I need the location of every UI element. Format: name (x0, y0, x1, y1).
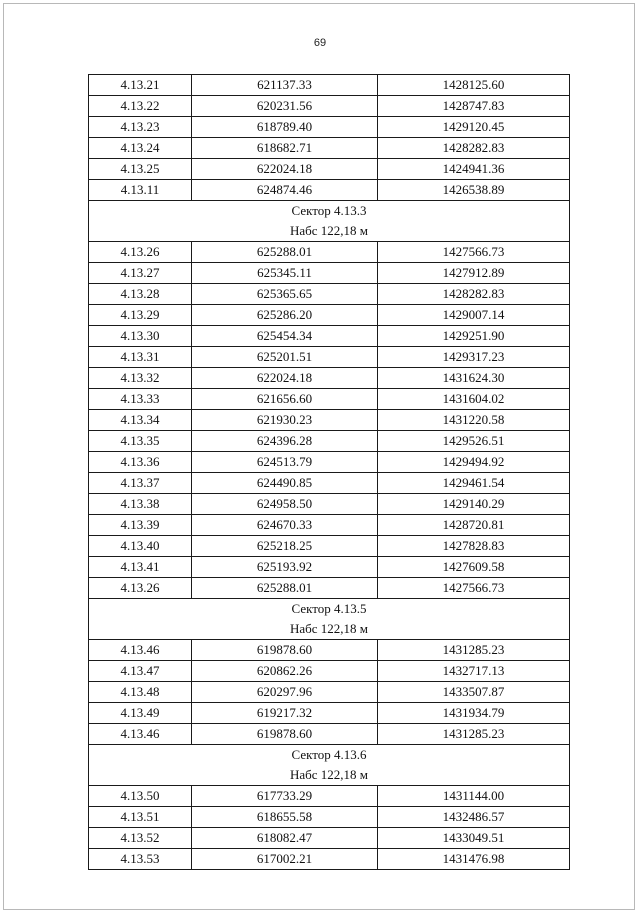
y-coordinate-cell: 1426538.89 (378, 180, 570, 201)
table-row (89, 557, 570, 578)
x-coordinate-cell: 624874.46 (192, 180, 378, 201)
x-coordinate-cell: 624396.28 (192, 431, 378, 452)
table-row (89, 326, 570, 347)
table-row (89, 849, 570, 870)
table-row (89, 786, 570, 807)
sector-height: Набс 122,18 м (289, 223, 369, 238)
y-coordinate-cell: 1432486.57 (378, 807, 570, 828)
x-coordinate-cell: 625201.51 (192, 347, 378, 368)
table-row (89, 494, 570, 515)
table-row (89, 138, 570, 159)
table-row (89, 180, 570, 201)
point-number-cell: 4.13.40 (89, 536, 192, 557)
x-coordinate-cell: 618082.47 (192, 828, 378, 849)
y-coordinate-cell: 1429317.23 (378, 347, 570, 368)
x-coordinate-cell: 625345.11 (192, 263, 378, 284)
table-row (89, 117, 570, 138)
y-coordinate-cell: 1427912.89 (378, 263, 570, 284)
y-coordinate-cell: 1427566.73 (378, 578, 570, 599)
table-row (89, 305, 570, 326)
table-row (89, 578, 570, 599)
x-coordinate-cell: 617733.29 (192, 786, 378, 807)
sector-height: Набс 122,18 м (289, 621, 369, 636)
y-coordinate-cell: 1427828.83 (378, 536, 570, 557)
y-coordinate-cell: 1431144.00 (378, 786, 570, 807)
point-number-cell: 4.13.48 (89, 682, 192, 703)
y-coordinate-cell: 1431220.58 (378, 410, 570, 431)
x-coordinate-cell: 621930.23 (192, 410, 378, 431)
table-row (89, 536, 570, 557)
x-coordinate-cell: 618682.71 (192, 138, 378, 159)
point-number-cell: 4.13.47 (89, 661, 192, 682)
y-coordinate-cell: 1429140.29 (378, 494, 570, 515)
point-number-cell: 4.13.30 (89, 326, 192, 347)
table-row (89, 159, 570, 180)
table-row (89, 431, 570, 452)
point-number-cell: 4.13.29 (89, 305, 192, 326)
y-coordinate-cell: 1428747.83 (378, 96, 570, 117)
point-number-cell: 4.13.23 (89, 117, 192, 138)
y-coordinate-cell: 1433049.51 (378, 828, 570, 849)
point-number-cell: 4.13.51 (89, 807, 192, 828)
x-coordinate-cell: 617002.21 (192, 849, 378, 870)
point-number-cell: 4.13.31 (89, 347, 192, 368)
x-coordinate-cell: 619878.60 (192, 640, 378, 661)
y-coordinate-cell: 1431604.02 (378, 389, 570, 410)
x-coordinate-cell: 624958.50 (192, 494, 378, 515)
point-number-cell: 4.13.38 (89, 494, 192, 515)
point-number-cell: 4.13.41 (89, 557, 192, 578)
point-number-cell: 4.13.28 (89, 284, 192, 305)
table-row (89, 347, 570, 368)
y-coordinate-cell: 1429120.45 (378, 117, 570, 138)
point-number-cell: 4.13.46 (89, 724, 192, 745)
point-number-cell: 4.13.39 (89, 515, 192, 536)
table-row (89, 807, 570, 828)
table-row (89, 640, 570, 661)
y-coordinate-cell: 1432717.13 (378, 661, 570, 682)
sector-title: Сектор 4.13.5 (291, 601, 367, 616)
x-coordinate-cell: 620862.26 (192, 661, 378, 682)
coordinates-table-body (89, 75, 570, 870)
table-row (89, 263, 570, 284)
y-coordinate-cell: 1428720.81 (378, 515, 570, 536)
point-number-cell: 4.13.21 (89, 75, 192, 96)
sector-header (89, 201, 570, 242)
x-coordinate-cell: 624670.33 (192, 515, 378, 536)
point-number-cell: 4.13.27 (89, 263, 192, 284)
point-number-cell: 4.13.11 (89, 180, 192, 201)
table-row (89, 96, 570, 117)
x-coordinate-cell: 624490.85 (192, 473, 378, 494)
point-number-cell: 4.13.36 (89, 452, 192, 473)
table-row (89, 661, 570, 682)
point-number-cell: 4.13.22 (89, 96, 192, 117)
point-number-cell: 4.13.37 (89, 473, 192, 494)
y-coordinate-cell: 1431624.30 (378, 368, 570, 389)
x-coordinate-cell: 622024.18 (192, 159, 378, 180)
y-coordinate-cell: 1429494.92 (378, 452, 570, 473)
table-row (89, 242, 570, 263)
y-coordinate-cell: 1427566.73 (378, 242, 570, 263)
sector-header-row (89, 745, 570, 786)
y-coordinate-cell: 1429251.90 (378, 326, 570, 347)
y-coordinate-cell: 1427609.58 (378, 557, 570, 578)
y-coordinate-cell: 1431476.98 (378, 849, 570, 870)
x-coordinate-cell: 618789.40 (192, 117, 378, 138)
page-number: 69 (313, 37, 327, 49)
table-row (89, 75, 570, 96)
point-number-cell: 4.13.50 (89, 786, 192, 807)
point-number-cell: 4.13.24 (89, 138, 192, 159)
point-number-cell: 4.13.25 (89, 159, 192, 180)
point-number-cell: 4.13.53 (89, 849, 192, 870)
point-number-cell: 4.13.49 (89, 703, 192, 724)
y-coordinate-cell: 1431285.23 (378, 724, 570, 745)
table-row (89, 828, 570, 849)
y-coordinate-cell: 1428282.83 (378, 284, 570, 305)
y-coordinate-cell: 1428125.60 (378, 75, 570, 96)
x-coordinate-cell: 625193.92 (192, 557, 378, 578)
x-coordinate-cell: 622024.18 (192, 368, 378, 389)
sector-height: Набс 122,18 м (289, 767, 369, 782)
x-coordinate-cell: 625288.01 (192, 242, 378, 263)
table-row (89, 682, 570, 703)
table-row (89, 473, 570, 494)
table-row (89, 703, 570, 724)
x-coordinate-cell: 625288.01 (192, 578, 378, 599)
table-row (89, 410, 570, 431)
x-coordinate-cell: 619217.32 (192, 703, 378, 724)
y-coordinate-cell: 1428282.83 (378, 138, 570, 159)
sector-header-row (89, 599, 570, 640)
table-row (89, 368, 570, 389)
x-coordinate-cell: 620231.56 (192, 96, 378, 117)
table-row (89, 724, 570, 745)
point-number-cell: 4.13.33 (89, 389, 192, 410)
table-row (89, 284, 570, 305)
sector-header (89, 599, 570, 640)
x-coordinate-cell: 620297.96 (192, 682, 378, 703)
x-coordinate-cell: 624513.79 (192, 452, 378, 473)
y-coordinate-cell: 1429526.51 (378, 431, 570, 452)
coordinates-table (88, 74, 570, 870)
table-row (89, 515, 570, 536)
y-coordinate-cell: 1429461.54 (378, 473, 570, 494)
point-number-cell: 4.13.34 (89, 410, 192, 431)
y-coordinate-cell: 1431934.79 (378, 703, 570, 724)
sector-header-row (89, 201, 570, 242)
y-coordinate-cell: 1424941.36 (378, 159, 570, 180)
point-number-cell: 4.13.32 (89, 368, 192, 389)
sector-title: Сектор 4.13.3 (291, 203, 367, 218)
y-coordinate-cell: 1431285.23 (378, 640, 570, 661)
x-coordinate-cell: 618655.58 (192, 807, 378, 828)
x-coordinate-cell: 619878.60 (192, 724, 378, 745)
point-number-cell: 4.13.52 (89, 828, 192, 849)
point-number-cell: 4.13.26 (89, 242, 192, 263)
x-coordinate-cell: 625218.25 (192, 536, 378, 557)
x-coordinate-cell: 625454.34 (192, 326, 378, 347)
point-number-cell: 4.13.46 (89, 640, 192, 661)
x-coordinate-cell: 625365.65 (192, 284, 378, 305)
x-coordinate-cell: 625286.20 (192, 305, 378, 326)
x-coordinate-cell: 621137.33 (192, 75, 378, 96)
y-coordinate-cell: 1429007.14 (378, 305, 570, 326)
table-row (89, 389, 570, 410)
x-coordinate-cell: 621656.60 (192, 389, 378, 410)
point-number-cell: 4.13.35 (89, 431, 192, 452)
sector-header (89, 745, 570, 786)
y-coordinate-cell: 1433507.87 (378, 682, 570, 703)
point-number-cell: 4.13.26 (89, 578, 192, 599)
sector-title: Сектор 4.13.6 (291, 747, 367, 762)
table-row (89, 452, 570, 473)
